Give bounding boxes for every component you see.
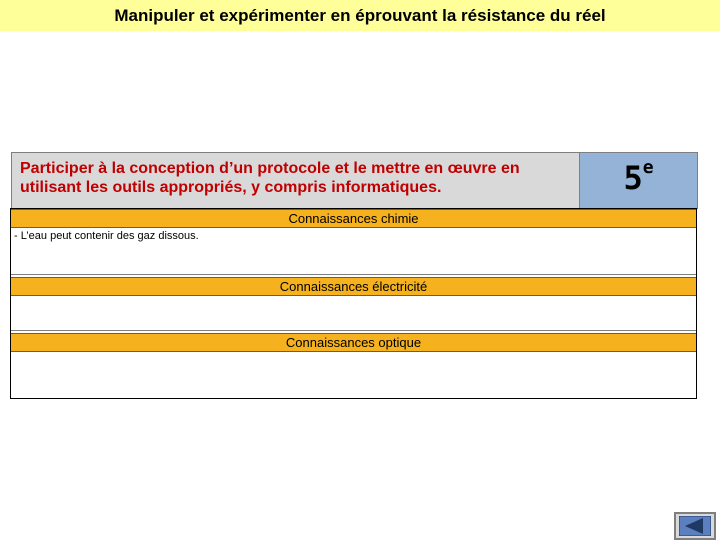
section-content-chimie: - L’eau peut contenir des gaz dissous. xyxy=(14,230,199,242)
section-label: Connaissances chimie xyxy=(288,211,419,226)
back-button[interactable] xyxy=(674,512,716,540)
back-arrow-icon xyxy=(679,516,711,536)
grade-level-box xyxy=(579,152,698,209)
skill-box xyxy=(11,152,581,209)
grade-suffix: e xyxy=(642,157,654,179)
section-header-optique xyxy=(11,333,696,352)
section-header-electricite xyxy=(11,277,696,296)
section-label: Connaissances électricité xyxy=(279,279,428,294)
section-label: Connaissances optique xyxy=(285,335,422,350)
section-divider xyxy=(11,274,696,275)
page-title: Manipuler et expérimenter en éprouvant la résistance du réel xyxy=(114,6,606,25)
grade-level xyxy=(580,159,697,197)
section-header-chimie xyxy=(11,209,696,228)
grade-number: 5 xyxy=(623,159,643,197)
section-divider xyxy=(11,330,696,331)
skill-text: Participer à la conception d’un protocole et le mettre en œuvre en utilisant les outils appropriés, y compris informatiques. xyxy=(20,160,520,196)
